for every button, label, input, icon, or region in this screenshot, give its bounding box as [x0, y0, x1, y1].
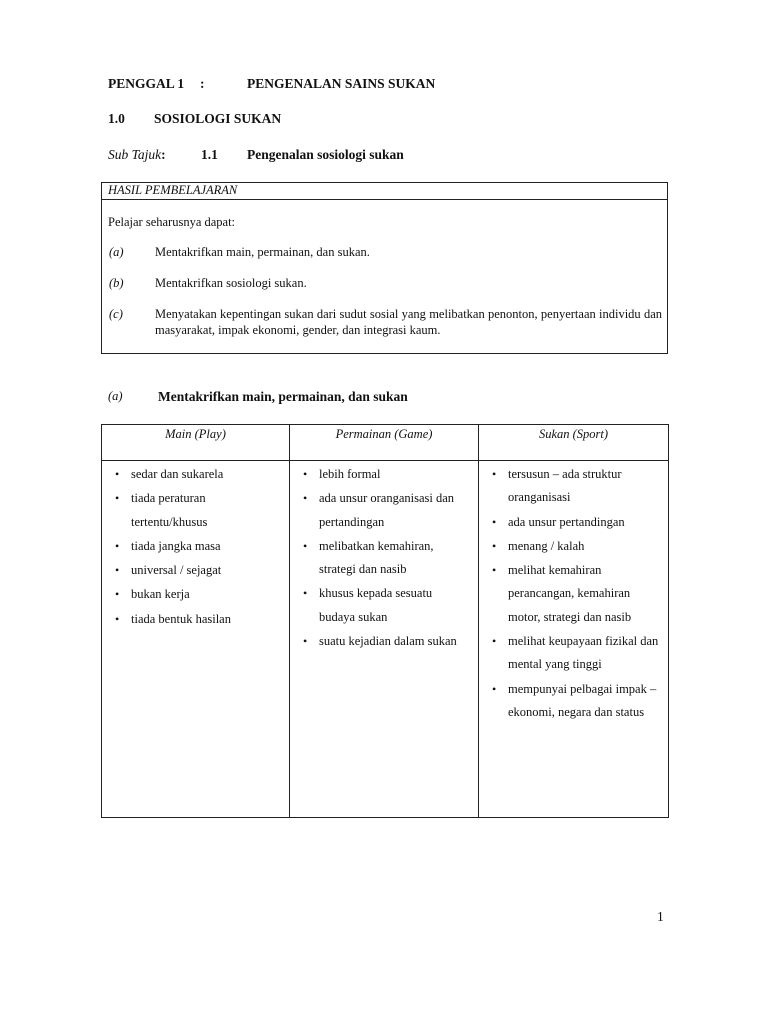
subtopic-colon: :	[161, 147, 166, 162]
list-item-text: sedar dan sukarela	[131, 467, 224, 481]
learning-outcomes-header	[102, 183, 667, 200]
outcome-label: (c)	[109, 307, 123, 321]
bullet-icon: •	[303, 467, 308, 481]
list-item	[102, 487, 284, 534]
list-item-text: mempunyai pelbagai impak – ekonomi, negara dan status	[508, 681, 657, 719]
list-item	[290, 487, 470, 534]
subtopic-label-group	[108, 147, 166, 163]
list-item	[102, 463, 284, 486]
page-number: 1	[657, 909, 664, 924]
bullet-icon: •	[115, 587, 120, 602]
sport-list	[479, 463, 663, 725]
bullet-icon: •	[492, 538, 497, 553]
outcome-text: Mentakrifkan main, permainan, dan sukan.	[155, 245, 370, 259]
list-item	[102, 583, 284, 606]
list-item-text: tiada bentuk hasilan	[131, 611, 231, 626]
bullet-icon: •	[303, 634, 308, 649]
bullet-icon: •	[492, 514, 497, 529]
bullet-icon: •	[115, 611, 120, 626]
bullet-icon: •	[115, 467, 120, 481]
outcomes-intro: Pelajar seharusnya dapat:	[108, 215, 236, 229]
comparison-table	[101, 424, 669, 818]
list-item-text: melibatkan kemahiran, strategi dan nasib	[319, 538, 434, 577]
learning-outcomes-heading: HASIL PEMBELAJARAN	[108, 183, 238, 197]
outcome-label: (a)	[109, 245, 124, 259]
term-title: PENGENALAN SAINS SUKAN	[247, 76, 436, 91]
term-separator: :	[200, 76, 205, 91]
bullet-icon: •	[492, 634, 497, 649]
bullet-icon: •	[492, 467, 497, 481]
bullet-icon: •	[115, 491, 120, 506]
column-header-play: Main (Play)	[165, 427, 226, 441]
bullet-icon: •	[115, 563, 120, 578]
learning-outcomes-box	[101, 182, 668, 354]
list-item-text: suatu kejadian dalam sukan	[319, 634, 457, 649]
list-item-text: bukan kerja	[131, 587, 190, 602]
list-item-text: melihat kemahiran perancangan, kemahiran motor, strategi dan nasib	[508, 563, 632, 624]
bullet-icon: •	[492, 563, 497, 578]
bullet-icon: •	[303, 491, 308, 506]
list-item-text: khusus kepada sesuatu budaya sukan	[319, 586, 433, 624]
section-title: SOSIOLOGI SUKAN	[154, 111, 282, 126]
list-item	[102, 535, 284, 558]
subsection-label: (a)	[108, 389, 123, 403]
list-item-text: ada unsur oranganisasi dan pertandingan	[319, 491, 455, 529]
list-item	[479, 559, 663, 629]
header-divider	[102, 460, 668, 461]
list-item	[479, 535, 663, 558]
list-item	[479, 511, 663, 534]
section-number: 1.0	[108, 111, 125, 126]
game-list	[290, 463, 470, 654]
list-item	[102, 559, 284, 582]
list-item-text: universal / sejagat	[131, 563, 222, 578]
subtopic-label: Sub Tajuk	[108, 147, 162, 162]
column-header-sport: Sukan (Sport)	[538, 427, 609, 441]
list-item	[479, 463, 663, 510]
list-item-text: menang / kalah	[508, 538, 585, 553]
bullet-icon: •	[492, 681, 497, 696]
list-item-text: melihat keupayaan fizikal dan mental yang tinggi	[508, 634, 659, 672]
outcome-text: Menyatakan kepentingan sukan dari sudut sosial yang melibatkan penonton, penyertaan individu dan masyarakat, impak ekonomi, gender, dan integrasi kaum.	[155, 307, 662, 337]
list-item-text: lebih formal	[319, 467, 381, 481]
subtopic-number: 1.1	[201, 147, 218, 162]
bullet-icon: •	[303, 538, 308, 553]
list-item	[479, 678, 663, 725]
subtopic-title: Pengenalan sosiologi sukan	[247, 147, 404, 162]
outcome-text: Mentakrifkan sosiologi sukan.	[155, 276, 307, 290]
list-item-text: tiada peraturan tertentu/khusus	[131, 491, 208, 529]
list-item-text: tiada jangka masa	[131, 538, 221, 553]
list-item	[290, 535, 470, 582]
column-header-game: Permainan (Game)	[335, 427, 433, 441]
list-item	[290, 463, 470, 486]
outcome-label: (b)	[109, 276, 124, 290]
bullet-icon: •	[303, 586, 308, 601]
term-label: PENGGAL 1	[108, 76, 185, 91]
list-item-text: ada unsur pertandingan	[508, 514, 625, 529]
play-list	[102, 463, 284, 632]
list-item	[290, 582, 470, 629]
list-item	[479, 630, 663, 677]
list-item	[102, 608, 284, 631]
list-item	[290, 630, 470, 653]
list-item-text: tersusun – ada struktur oranganisasi	[508, 467, 622, 505]
subsection-title: Mentakrifkan main, permainan, dan sukan	[158, 389, 408, 404]
bullet-icon: •	[115, 538, 120, 553]
